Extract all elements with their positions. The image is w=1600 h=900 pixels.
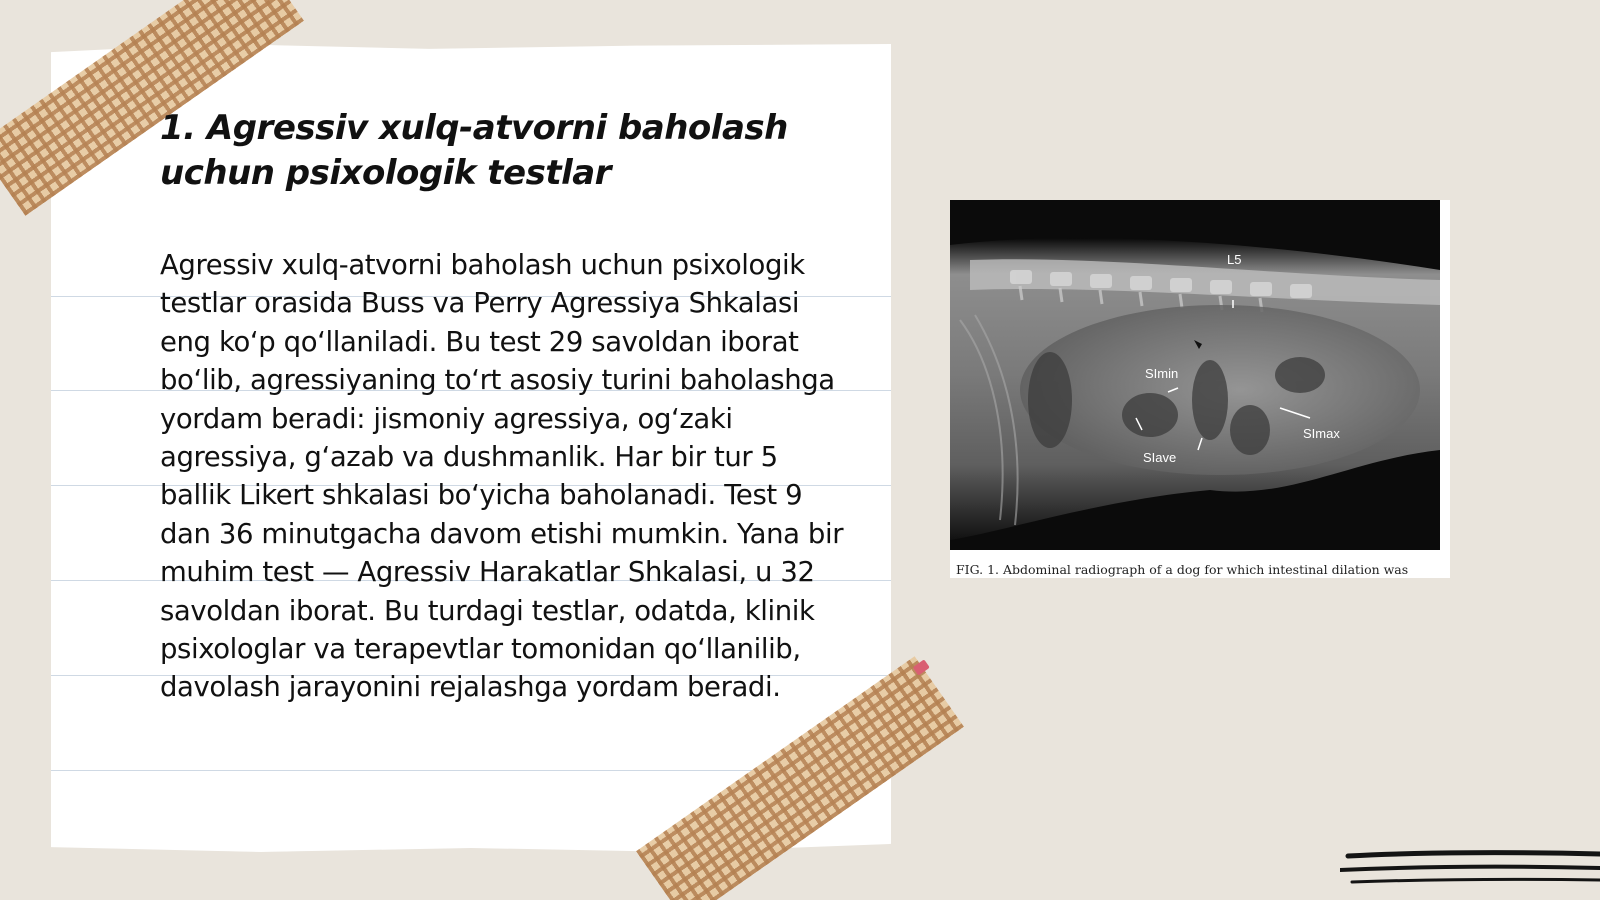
brush-stroke-decoration [1340, 846, 1600, 890]
figure-caption: FIG. 1. Abdominal radiograph of a dog for which intestinal dilation was [956, 562, 1409, 577]
label-si-ave: SIave [1143, 450, 1177, 465]
figure [950, 200, 1450, 578]
label-si-max: SImax [1303, 426, 1340, 441]
radiograph-image [950, 200, 1440, 550]
slide-title: 1. Agressiv xulq-atvorni baholash uchun psixologik testlar [160, 108, 788, 193]
label-l5: L5 [1227, 252, 1242, 267]
body-paragraph: Agressiv xulq-atvorni baholash uchun psixologik testlar orasida Buss va Perry Agressiya Shkalasi eng ko‘p qo‘llaniladi. Bu test 29 savoldan iborat bo‘lib, agressiyaning to‘rt asosiy turini baholashga yordam beradi: jismoniy agressiya, og‘zaki agressiya, g‘azab va dushmanlik. Har bir tur 5 ballik Likert shkalasi bo‘yicha baholanadi. Test 9 dan 36 minutgacha davom etishi mumkin. Yana bir muhim test — Agressiv Harakatlar Shkalasi, u 32 savoldan iborat. Bu turdagi testlar, odatda, klinik psixologlar va terapevtlar tomonidan qo‘llanilib, davolash jarayonini rejalashga yordam beradi. [160, 249, 844, 704]
tape-accent [913, 659, 930, 675]
label-si-min: SImin [1145, 366, 1179, 381]
